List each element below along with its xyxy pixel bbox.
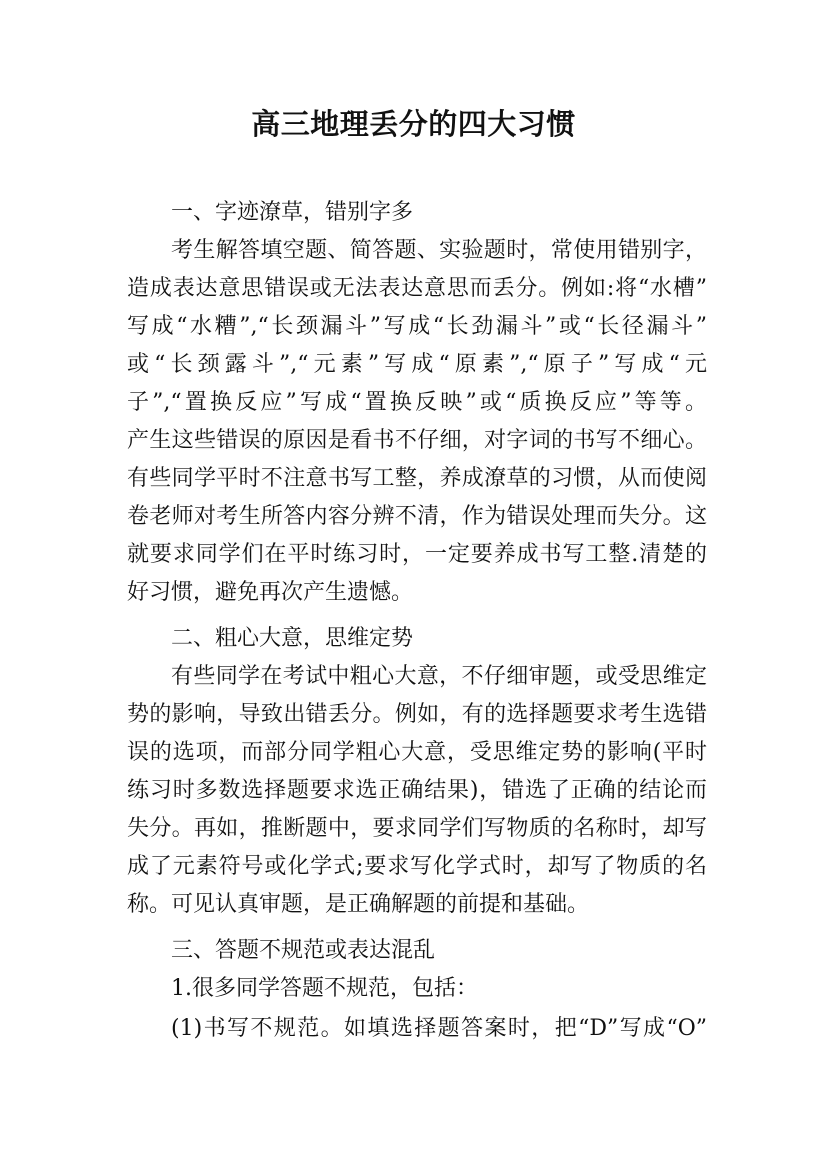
paragraph-line: 失分。再如，推断题中，要求同学们写物质的名称时，却写 (127, 816, 707, 841)
paragraph-line: 考生解答填空题、简答题、实验题时，常使用错别字， (171, 238, 707, 263)
paragraph-line: 就要求同学们在平时练习时，一定要养成书写工整.清楚的 (127, 542, 707, 567)
paragraph-line: 写成“水糟”,“长颈漏斗”写成“长劲漏斗”或“长径漏斗” (127, 314, 707, 339)
paragraph-line: 好习惯，避免再次产生遗憾。 (127, 580, 414, 605)
paragraph-line: 练习时多数选择题要求选正确结果)，错选了正确的结论而 (127, 778, 707, 803)
paragraph-line: 造成表达意思错误或无法表达意思而丢分。例如:将“水槽” (127, 276, 707, 301)
paragraph-line: 卷老师对考生所答内容分辨不清，作为错误处理而失分。这 (127, 504, 707, 529)
paragraph-line: 有些同学在考试中粗心大意，不仔细审题，或受思维定 (171, 664, 707, 689)
list-item: 1.很多同学答题不规范，包括： (171, 976, 478, 1001)
section-heading-3: 三、答题不规范或表达混乱 (171, 938, 436, 963)
paragraph-line: 称。可见认真审题，是正确解题的前提和基础。 (127, 892, 590, 917)
paragraph-line: 产生这些错误的原因是看书不仔细，对字词的书写不细心。 (127, 428, 707, 453)
section-heading-2: 二、粗心大意，思维定势 (171, 626, 414, 651)
paragraph-line: 有些同学平时不注意书写工整，养成潦草的习惯，从而使阅 (127, 466, 707, 491)
paragraph-line: 子”,“置换反应”写成“置换反映”或“质换反应”等等。 (127, 390, 707, 415)
paragraph-line: 成了元素符号或化学式;要求写化学式时，却写了物质的名 (127, 854, 707, 879)
paragraph-line: 或“长颈露斗”,“元素”写成“原素”,“原子”写成“元 (127, 352, 707, 377)
section-heading-1: 一、字迹潦草，错别字多 (171, 200, 414, 225)
list-item: (1)书写不规范。如填选择题答案时，把“D”写成“O” (171, 1016, 707, 1041)
document-title: 高三地理丢分的四大习惯 (251, 107, 576, 141)
paragraph-line: 势的影响，导致出错丢分。例如，有的选择题要求考生选错 (127, 702, 707, 727)
paragraph-line: 误的选项，而部分同学粗心大意，受思维定势的影响(平时 (127, 740, 707, 765)
